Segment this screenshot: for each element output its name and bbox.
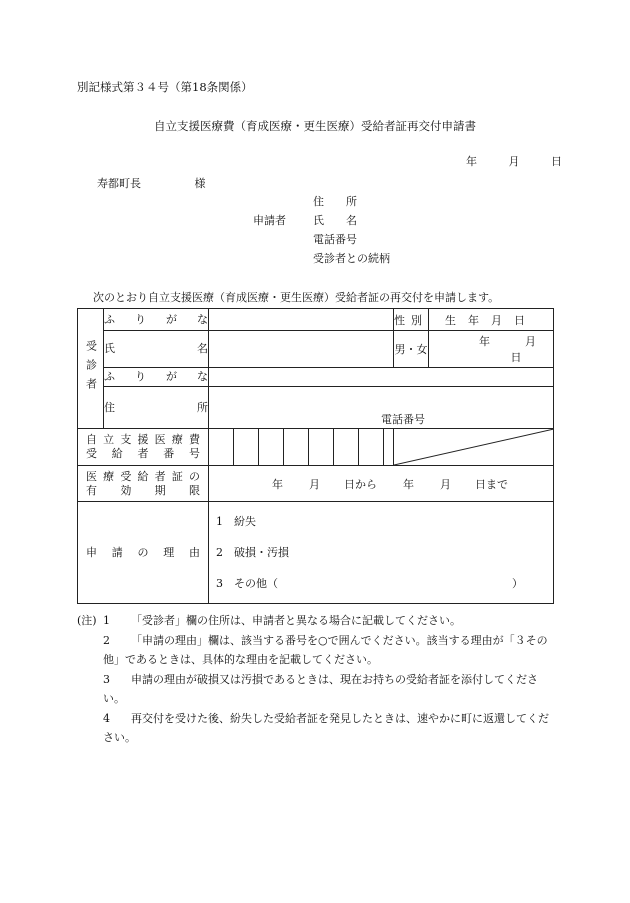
validity-period-input[interactable]: 年 月 日から 年 月 日まで: [209, 466, 554, 502]
date-day-label: 日: [551, 155, 562, 168]
recipient-number-digit-6[interactable]: [334, 429, 359, 466]
furigana-input[interactable]: [209, 309, 394, 331]
recipient-number-label: 自立支援医療費 受給者番号: [78, 429, 209, 466]
address-label: 住所: [104, 387, 209, 429]
reason-option-damaged[interactable]: 2 破損・汚損: [216, 546, 289, 559]
address-furigana-input[interactable]: [209, 368, 554, 387]
reason-options: [209, 502, 554, 604]
birthdate-header: 生年月日: [429, 309, 554, 331]
applicant-name-field: 氏 名: [313, 214, 357, 227]
reason-label: 申請の理由: [78, 502, 209, 604]
recipient-number-void: [394, 429, 554, 466]
name-label: 氏名: [104, 331, 209, 368]
patient-phone-label: 電話番号: [381, 413, 425, 426]
declaration-text: 次のとおり自立支援医療（育成医療・更生医療）受給者証の再交付を申請します。: [93, 291, 500, 304]
addressee: [97, 175, 206, 191]
validity-label: 医療受給者証の 有効期限: [78, 466, 209, 502]
recipient-number-digit-2[interactable]: [234, 429, 259, 466]
date-year-label: 年: [466, 155, 477, 168]
application-table: [77, 308, 554, 604]
sex-header: 性別: [394, 309, 429, 331]
patient-name-input[interactable]: [209, 331, 394, 368]
birth-day-unit: 日: [510, 351, 522, 364]
recipient-number-digit-1[interactable]: [209, 429, 234, 466]
applicant-phone-field: 電話番号: [313, 233, 357, 246]
diagonal-strike: [394, 429, 554, 465]
reason-option-other[interactable]: 3 その他（ ）: [216, 577, 523, 590]
reason-option-lost[interactable]: 1 紛失: [216, 515, 256, 528]
note-4: 4 再交付を受けた後、紛失した受給者証を発見したときは、速やかに町に返還してください。: [103, 711, 549, 744]
notes-section: [77, 611, 557, 748]
note-1: (注) 1 「受診者」欄の住所は、申請者と異なる場合に記載してください。: [77, 614, 461, 627]
birthdate-input[interactable]: [429, 331, 554, 368]
recipient-number-digit-5[interactable]: [309, 429, 334, 466]
birth-year-unit: 年: [479, 335, 490, 348]
application-date: [466, 153, 562, 169]
note-2: 2 「申請の理由」欄は、該当する番号を○で囲んでください。該当する理由が「３その他」であるときは、具体的な理由を記載してください。: [103, 633, 548, 666]
note-3: 3 申請の理由が破損又は汚損であるときは、現在お持ちの受給者証を添付してください。: [103, 672, 538, 705]
document-title: 自立支援医療費（育成医療・更生医療）受給者証再交付申請書: [154, 119, 476, 133]
birth-month-unit: 月: [525, 335, 536, 348]
form-reference: 別記様式第３４号（第18条関係）: [77, 80, 253, 94]
patient-section-label: 受診者: [78, 309, 104, 429]
applicant-label: 申請者: [253, 214, 286, 227]
furigana-label: ふりがな: [104, 309, 209, 331]
addressee-name: 寿都町長: [97, 177, 141, 190]
recipient-number-digit-7[interactable]: [359, 429, 384, 466]
recipient-number-digit-4[interactable]: [284, 429, 309, 466]
applicant-address-field: 住 所: [313, 195, 357, 208]
addressee-honorific: 様: [194, 177, 206, 190]
patient-address-input[interactable]: [209, 387, 554, 429]
date-month-label: 月: [508, 155, 520, 168]
sex-choice[interactable]: 男・女: [394, 331, 429, 368]
address-furigana-label: ふりがな: [104, 368, 209, 387]
recipient-number-digit-8[interactable]: [384, 429, 394, 466]
recipient-number-digit-3[interactable]: [259, 429, 284, 466]
applicant-relation-field: 受診者との続柄: [313, 252, 390, 265]
